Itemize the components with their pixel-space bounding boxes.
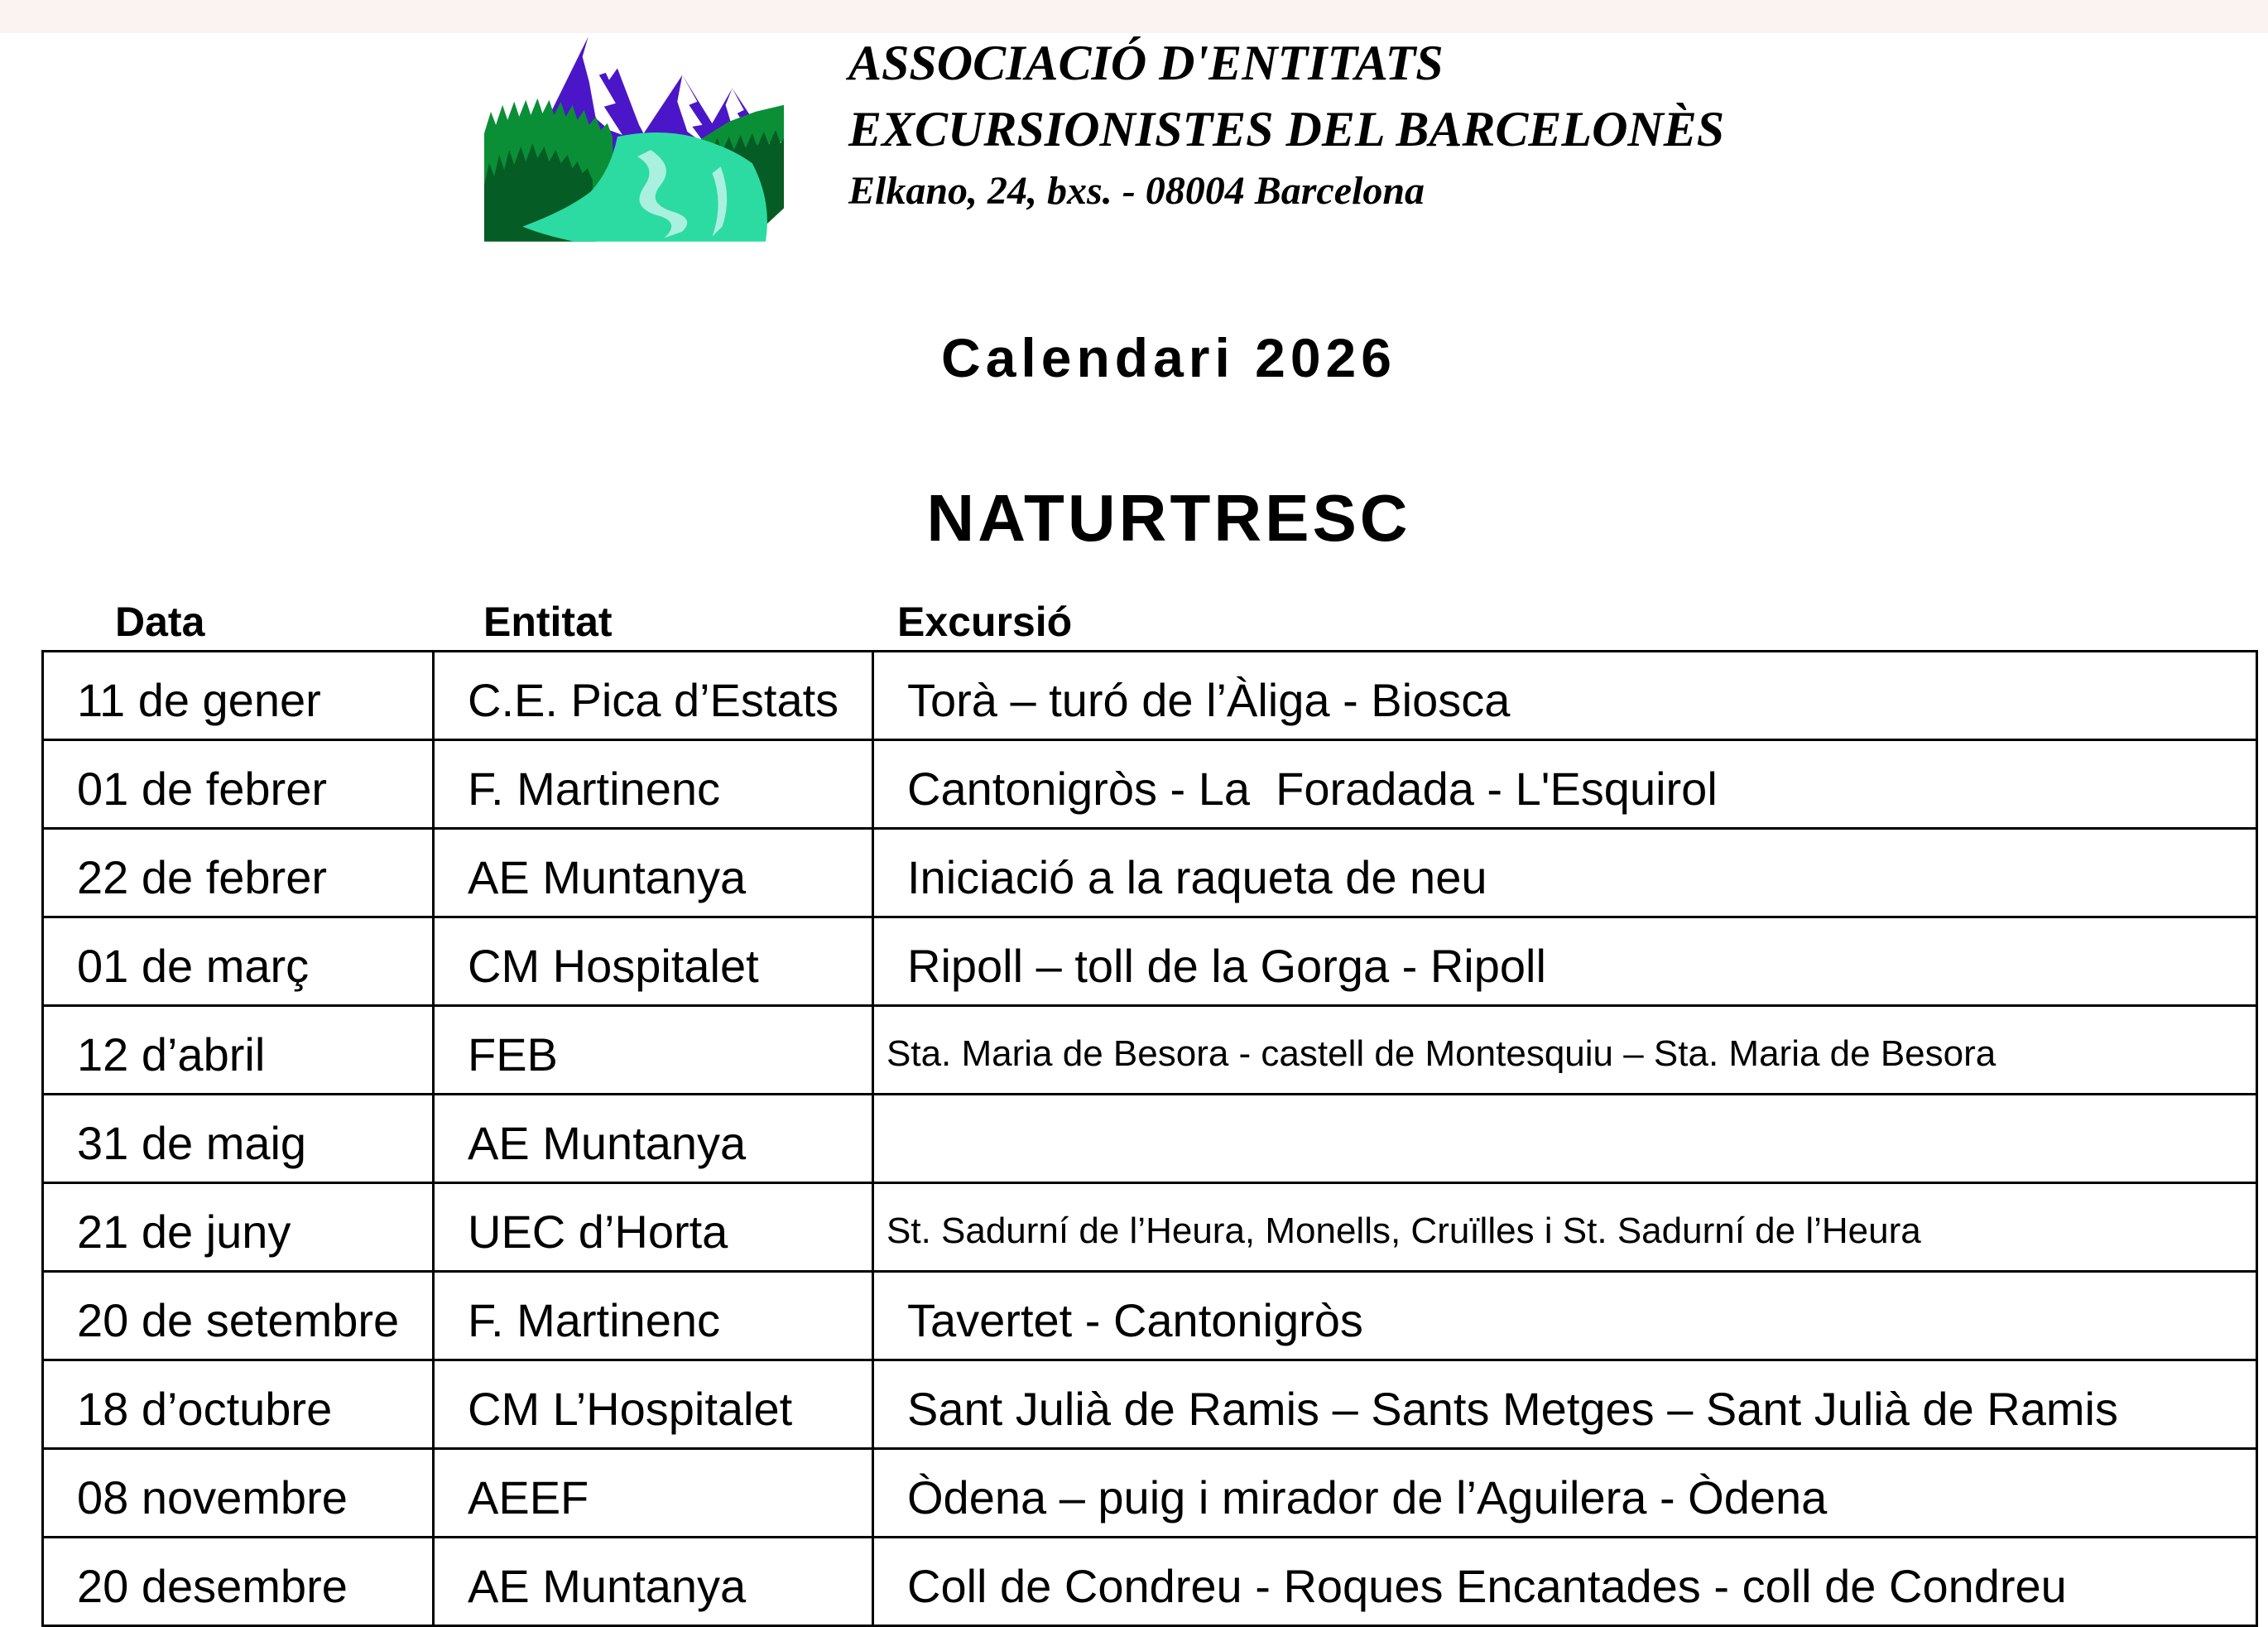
column-header-data: Data <box>115 599 205 645</box>
mountain-river-logo <box>484 31 784 243</box>
table-column-headers <box>41 598 2258 646</box>
cell-entitat: AE Muntanya <box>434 1095 873 1183</box>
cell-entitat: FEB <box>434 1006 873 1095</box>
table-row <box>43 829 2257 917</box>
cell-data: 01 de març <box>43 917 434 1006</box>
table-row <box>43 1006 2257 1095</box>
column-header-excursio: Excursió <box>897 599 1073 645</box>
cell-data: 08 novembre <box>43 1449 434 1538</box>
table-row <box>43 917 2257 1006</box>
cell-entitat: F. Martinenc <box>434 1272 873 1360</box>
cell-data: 31 de maig <box>43 1095 434 1183</box>
cell-entitat: AE Muntanya <box>434 1538 873 1626</box>
cell-data: 21 de juny <box>43 1183 434 1272</box>
letterhead <box>848 30 1724 217</box>
cell-data: 01 de febrer <box>43 740 434 829</box>
org-name-line2: EXCURSIONISTES DEL BARCELONÈS <box>848 102 1725 156</box>
table-row <box>43 652 2257 740</box>
cell-entitat: UEC d’Horta <box>434 1183 873 1272</box>
org-address: Elkano, 24, bxs. - 08004 Barcelona <box>848 169 1425 213</box>
cell-excursio: Tavertet - Cantonigròs <box>873 1272 2257 1360</box>
cell-data: 20 desembre <box>43 1538 434 1626</box>
cell-data: 20 de setembre <box>43 1272 434 1360</box>
cell-entitat: AEEF <box>434 1449 873 1538</box>
cell-data: 18 d’octubre <box>43 1360 434 1449</box>
cell-entitat: C.E. Pica d’Estats <box>434 652 873 740</box>
cell-data: 12 d’abril <box>43 1006 434 1095</box>
cell-excursio: Coll de Condreu - Roques Encantades - coll de Condreu <box>873 1538 2257 1626</box>
cell-excursio: Ripoll – toll de la Gorga - Ripoll <box>873 917 2257 1006</box>
cell-excursio: Iniciació a la raqueta de neu <box>873 829 2257 917</box>
table-row <box>43 1183 2257 1272</box>
column-header-entitat: Entitat <box>483 599 613 645</box>
cell-excursio: St. Sadurní de l’Heura, Monells, Cruïlles i St. Sadurní de l’Heura <box>873 1183 2257 1272</box>
cell-entitat: F. Martinenc <box>434 740 873 829</box>
excursions-table <box>41 650 2258 1627</box>
cell-entitat: CM L’Hospitalet <box>434 1360 873 1449</box>
cell-excursio: Sant Julià de Ramis – Sants Metges – Sant Julià de Ramis <box>873 1360 2257 1449</box>
table-row <box>43 1360 2257 1449</box>
cell-data: 22 de febrer <box>43 829 434 917</box>
cell-data: 11 de gener <box>43 652 434 740</box>
top-tint-band <box>0 0 2268 33</box>
cell-excursio <box>873 1095 2257 1183</box>
table-row <box>43 1538 2257 1626</box>
calendar-title: Calendari 2026 <box>941 327 1396 388</box>
cell-excursio: Torà – turó de l’Àliga - Biosca <box>873 652 2257 740</box>
cell-excursio: Sta. Maria de Besora - castell de Montesquiu – Sta. Maria de Besora <box>873 1006 2257 1095</box>
cell-excursio: Cantonigròs - La Foradada - L'Esquirol <box>873 740 2257 829</box>
table-row <box>43 740 2257 829</box>
table-row <box>43 1272 2257 1360</box>
table-row <box>43 1095 2257 1183</box>
cell-entitat: AE Muntanya <box>434 829 873 917</box>
table-row <box>43 1449 2257 1538</box>
program-title: NATURTRESC <box>926 481 1411 555</box>
org-name-line1: ASSOCIACIÓ D'ENTITATS <box>848 36 1444 90</box>
cell-excursio: Òdena – puig i mirador de l’Aguilera - Òdena <box>873 1449 2257 1538</box>
cell-entitat: CM Hospitalet <box>434 917 873 1006</box>
